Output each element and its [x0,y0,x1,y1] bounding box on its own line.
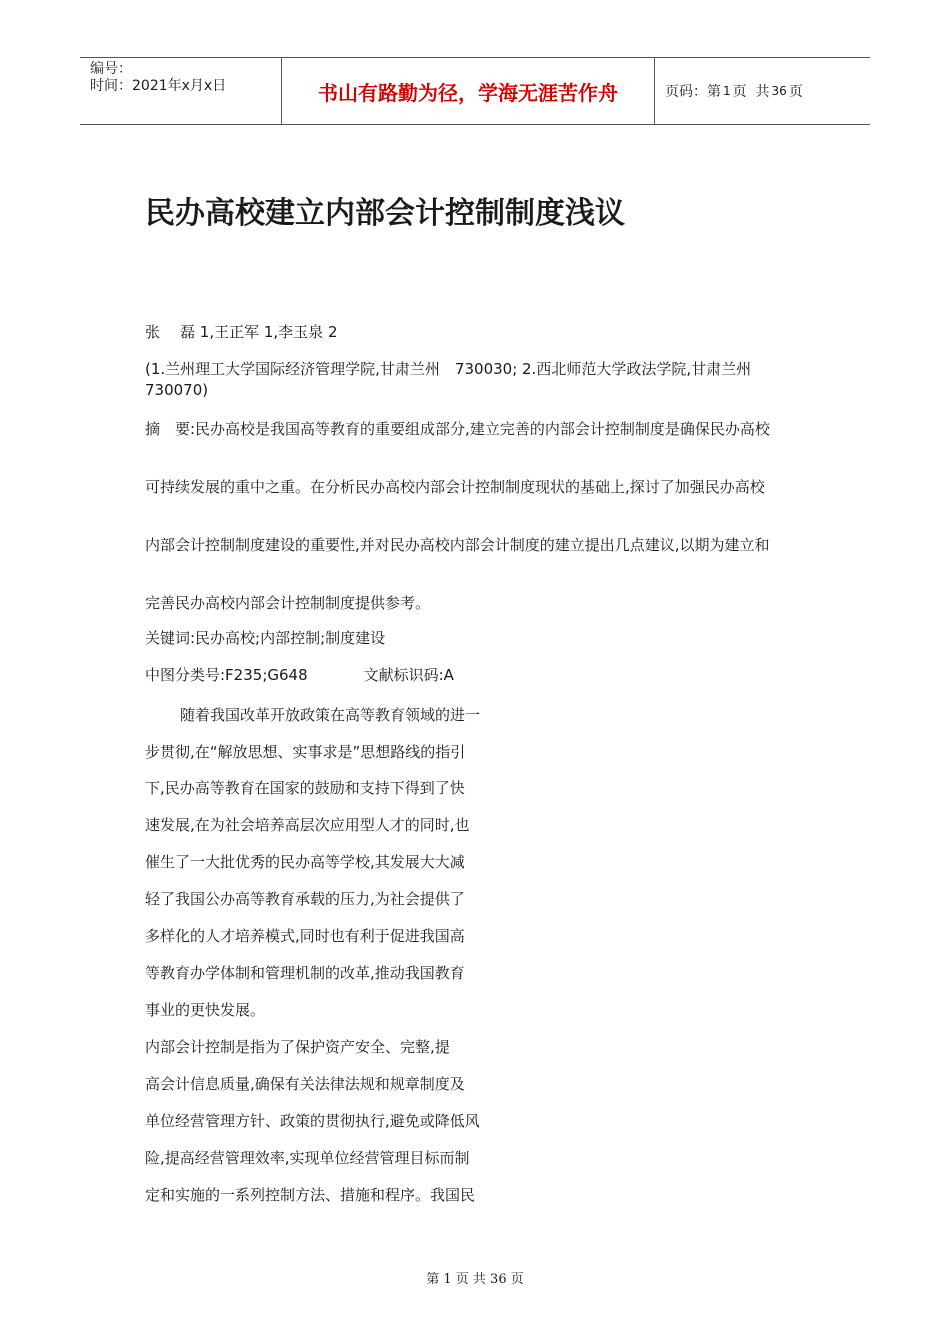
body-line: 高会计信息质量,确保有关法律法规和规章制度及 [145,1075,465,1093]
body-line: 险,提高经营管理效率,实现单位经营管理目标而制 [145,1149,470,1167]
header-page-info [655,58,870,124]
body-line: 内部会计控制是指为了保护资产安全、完整,提 [145,1038,450,1056]
page-number: 1 [723,84,731,98]
abstract-line: 内部会计控制制度建设的重要性,并对民办高校内部会计制度的建立提出几点建议,以期为建立和 [145,536,770,554]
body-line: 轻了我国公办高等教育承载的压力,为社会提供了 [145,890,465,908]
body-line: 步贯彻,在“解放思想、实事求是”思想路线的指引 [145,743,466,761]
body-line: 事业的更快发展。 [145,1001,266,1019]
time-label: 时间：2021年x月x日 [90,78,227,94]
body-line: 随着我国改革开放政策在高等教育领域的进一 [180,706,481,724]
number-label: 编号： [90,61,132,77]
document-title: 民办高校建立内部会计控制制度浅议 [145,196,625,231]
body-line: 定和实施的一系列控制方法、措施和程序。我国民 [145,1186,476,1204]
page-prefix: 页码：第 [665,84,721,100]
body-line: 速发展,在为社会培养高层次应用型人才的同时,也 [145,816,470,834]
authors-rest: 磊 1,王正军 1,李玉泉 2 [180,323,338,341]
abstract-line: 摘 要:民办高校是我国高等教育的重要组成部分,建立完善的内部会计控制制度是确保民办高校 [145,420,770,438]
classification [145,665,815,686]
body-line: 单位经营管理方针、政策的贯彻执行,避免或降低风 [145,1112,480,1130]
abstract-line: 可持续发展的重中之重。在分析民办高校内部会计控制制度现状的基础上,探讨了加强民办高校 [145,478,765,496]
page-header [80,57,870,125]
body-line: 多样化的人才培养模式,同时也有利于促进我国高 [145,927,465,945]
affiliation: (1.兰州理工大学国际经济管理学院,甘肃兰州 730030; 2.西北师范大学政法学院,甘肃兰州 730070) [145,360,767,399]
author-first: 张 [145,323,161,341]
body-line: 等教育办学体制和管理机制的改革,推动我国教育 [145,964,465,982]
authors [145,322,815,343]
keywords: 关键词:民办高校;内部控制;制度建设 [145,629,386,647]
page-footer: 第 1 页 共 36 页 [426,1272,524,1287]
clc-number: 中图分类号:F235;G648 [145,666,308,684]
page-mid: 页 共 [732,84,770,100]
header-motto: 书山有路勤为径，学海无涯苦作舟 [281,58,655,124]
page-suffix: 页 [788,84,803,100]
body-line: 下,民办高等教育在国家的鼓励和支持下得到了快 [145,779,465,797]
body-line: 催生了一大批优秀的民办高等学校,其发展大大减 [145,853,465,871]
page-total: 36 [771,84,787,98]
abstract-line: 完善民办高校内部会计控制制度提供参考。 [145,594,431,612]
document-code: 文献标识码:A [363,666,454,684]
header-meta [80,58,281,124]
